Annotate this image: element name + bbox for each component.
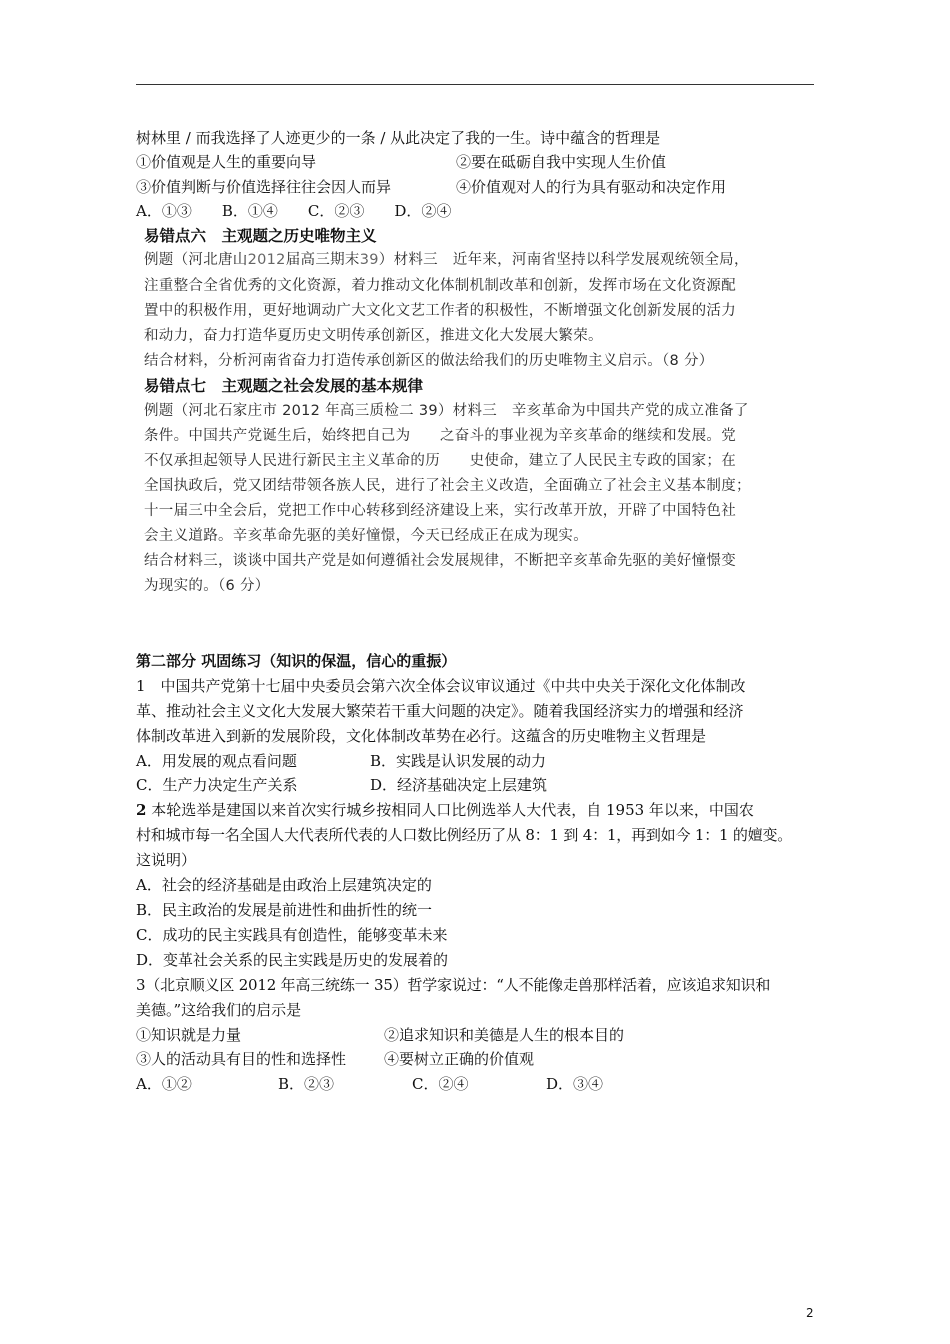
q3-answer-c: C．②④: [412, 1075, 469, 1093]
q3-line-1: 3（北京顺义区 2012 年高三统练一 35）哲学家说过：“人不能像走兽那样活着，应该追求知识和: [136, 976, 771, 994]
option-2: ②要在砥砺自我中实现人生价值: [456, 153, 667, 171]
header-rule: [136, 84, 814, 85]
example-6-line-3: 置中的积极作用，更好地调动广大文化文艺工作者的积极性，不断增强文化创新发展的活力: [144, 303, 736, 319]
q3-option-3: ③人的活动具有目的性和选择性: [136, 1050, 347, 1068]
example-7-question-2: 为现实的。（6 分）: [144, 578, 270, 594]
example-7-line-4: 全国执政后，党又团结带领各族人民，进行了社会主义改造，全面确立了社会主义基本制度；: [144, 478, 751, 494]
q2-option-b: B．民主政治的发展是前进性和曲折性的统一: [136, 901, 433, 919]
q2-line-1: [136, 800, 754, 820]
example-6-number: 39: [359, 252, 379, 268]
example-6-year: 2012: [247, 252, 286, 268]
example-6-period: 届高三期末: [285, 252, 360, 268]
q2-stem: 本轮选举是建国以来首次实行城乡按相同人口比例选举人大代表，自 1953 年以来，中国农: [146, 801, 754, 819]
q2-line-3: 这说明）: [136, 851, 197, 869]
section-heading-6: 易错点六 主观题之历史唯物主义: [144, 227, 377, 245]
q1-line-3: 体制改革进入到新的发展阶段，文化体制改革势在必行。这蕴含的历史唯物主义哲理是: [136, 727, 707, 745]
q3-option-2: ②追求知识和美德是人生的根本目的: [384, 1026, 625, 1044]
q3-answer-a: A．①②: [136, 1075, 192, 1093]
example-6-material: ）材料三 近年来，河南省坚持以科学发展观统领全局，: [378, 252, 749, 268]
answer-d: D．②④: [394, 202, 452, 220]
example-7-line-2: 条件。中国共产党诞生后，始终把自己为 之奋斗的事业视为辛亥革命的继续和发展。党: [144, 428, 736, 444]
q2-option-a: A．社会的经济基础是由政治上层建筑决定的: [136, 876, 432, 894]
example-6-line-1: [144, 250, 749, 270]
q1-option-a: A．用发展的观点看问题: [136, 752, 297, 770]
q1-option-c: C．生产力决定生产关系: [136, 776, 298, 794]
answer-b: B．①④: [221, 202, 278, 220]
question-stem-continued: 树林里 / 而我选择了人迹更少的一条 / 从此决定了我的一生。诗中蕴含的哲理是: [136, 129, 661, 147]
q1-option-d: D．经济基础决定上层建筑: [370, 776, 548, 794]
example-7-line-1: 例题（河北石家庄市 2012 年高三质检二 39）材料三 辛亥革命为中国共产党的成立准备了: [144, 403, 749, 419]
answer-c: C．②③: [307, 202, 365, 220]
example-7-question-1: 结合材料三，谈谈中国共产党是如何遵循社会发展规律，不断把辛亥革命先驱的美好憧憬变: [144, 553, 736, 569]
part-two-heading: 第二部分 巩固练习（知识的保温，信心的重振）: [136, 652, 457, 670]
q1-line-1: 1 中国共产党第十七届中央委员会第六次全体会议审议通过《中共中央关于深化文化体制改: [136, 677, 746, 695]
q2-option-d: D．变革社会关系的民主实践是历史的发展着的: [136, 951, 449, 969]
example-6-question: 结合材料，分析河南省奋力打造传承创新区的做法给我们的历史唯物主义启示。（8 分）: [144, 353, 714, 369]
example-6-line-4: 和动力，奋力打造华夏历史文明传承创新区，推进文化大发展大繁荣。: [144, 328, 603, 344]
example-6-line-2: 注重整合全省优秀的文化资源，着力推动文化体制机制改革和创新，发挥市场在文化资源配: [144, 278, 736, 294]
q3-answer-d: D．③④: [546, 1075, 604, 1093]
option-3: ③价值判断与价值选择往往会因人而异: [136, 178, 392, 196]
q3-answer-b: B．②③: [278, 1075, 335, 1093]
section-heading-7: 易错点七 主观题之社会发展的基本规律: [144, 377, 424, 395]
q1-line-2: 革、推动社会主义文化大发展大繁荣若干重大问题的决定》。随着我国经济实力的增强和经济: [136, 702, 744, 720]
q2-line-2: 村和城市每一名全国人大代表所代表的人口数比例经历了从 8：1 到 4：1，再到如今 1：1 的嬗变。: [136, 826, 793, 844]
q3-option-4: ④要树立正确的价值观: [384, 1050, 535, 1068]
example-6-intro: 例题（河北唐山: [144, 252, 248, 268]
q3-line-2: 美德。”这给我们的启示是: [136, 1001, 302, 1019]
example-7-line-6: 会主义道路。辛亥革命先驱的美好憧憬，今天已经成正在成为现实。: [144, 528, 588, 544]
q2-option-c: C．成功的民主实践具有创造性，能够变革未来: [136, 926, 448, 944]
answer-a: A．①③: [136, 202, 192, 220]
option-4: ④价值观对人的行为具有驱动和决定作用: [456, 178, 727, 196]
q2-number: 2: [136, 801, 147, 819]
option-1: ①价值观是人生的重要向导: [136, 153, 317, 171]
q1-option-b: B．实践是认识发展的动力: [370, 752, 547, 770]
example-7-line-3: 不仅承担起领导人民进行新民主主义革命的历 史使命，建立了人民民主专政的国家；在: [144, 453, 736, 469]
q3-option-1: ①知识就是力量: [136, 1026, 242, 1044]
page-number: 2: [806, 1306, 814, 1320]
example-7-line-5: 十一届三中全会后，党把工作中心转移到经济建设上来，实行改革开放，开辟了中国特色社: [144, 503, 736, 519]
answer-choices: [136, 201, 481, 221]
